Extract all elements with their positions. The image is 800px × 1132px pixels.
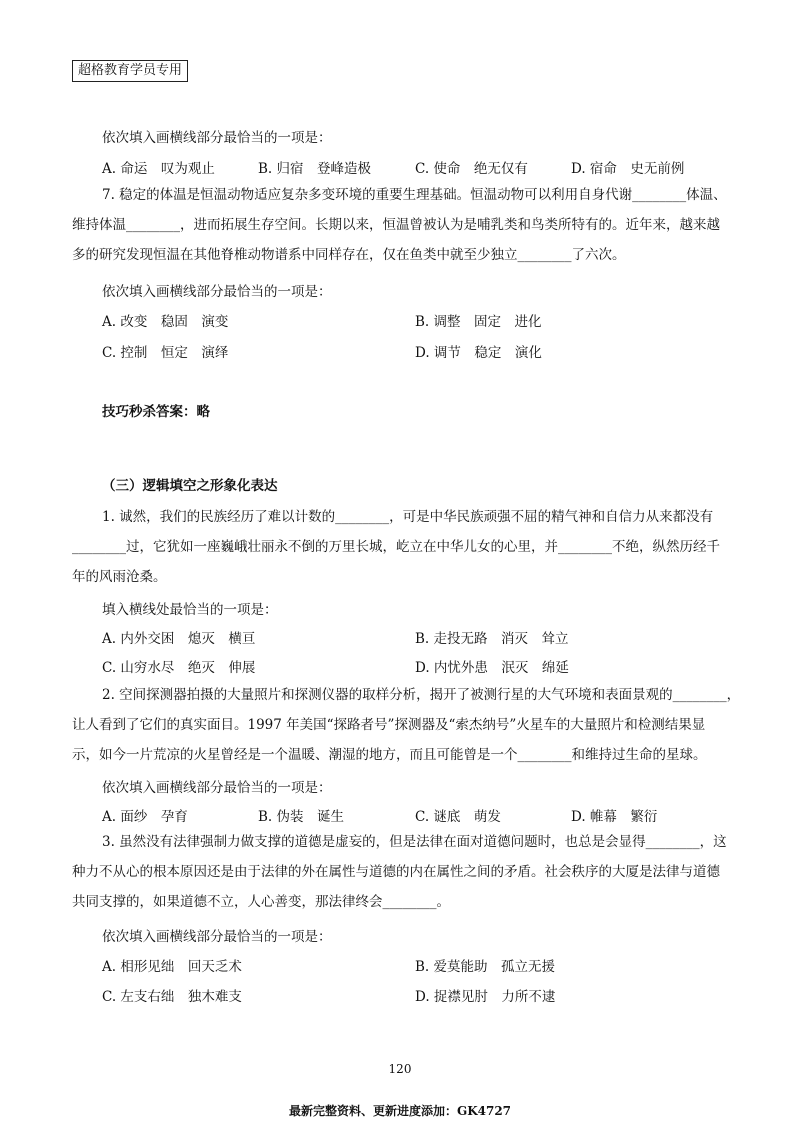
section-title: （三）逻辑填空之形象化表达: [102, 478, 278, 494]
option-c: C. 使命 绝无仅有: [415, 161, 528, 177]
question-line: 让人看到了它们的真实面目。1997 年美国“探路者号”探测器及“索杰纳号”火星车的大量照片和检测结果显: [72, 717, 706, 733]
option-b: B. 爱莫能助 孤立无援: [415, 959, 556, 975]
question-line: ________过，它犹如一座巍峨壮丽永不倒的万里长城，屹立在中华儿女的心里，并________不绝，纵然历经千: [72, 539, 720, 555]
option-a: A. 相形见绌 回天乏术: [102, 959, 242, 975]
header-stamp: 超格教育学员专用: [72, 60, 188, 82]
option-b: B. 走投无路 消灭 耸立: [415, 631, 569, 647]
option-b: B. 调整 固定 进化: [415, 314, 542, 330]
answer-text: 技巧秒杀答案：略: [102, 404, 210, 420]
instruction-text: 依次填入画横线部分最恰当的一项是：: [102, 780, 332, 796]
question-line: 2. 空间探测器拍摄的大量照片和探测仪器的取样分析，揭开了被测行星的大气环境和表面景观的________，: [102, 687, 741, 703]
option-a: A. 面纱 孕育: [102, 809, 188, 825]
option-d: D. 宿命 史无前例: [571, 161, 685, 177]
option-c: C. 控制 恒定 演绎: [102, 345, 229, 361]
question-line: 3. 虽然没有法律强制力做支撑的道德是虚妄的，但是法律在面对道德问题时，也总是会显得________，这: [102, 834, 727, 850]
instruction-text: 填入横线处最恰当的一项是：: [102, 602, 278, 618]
option-d: D. 调节 稳定 演化: [415, 345, 542, 361]
question-line: 维持体温________，进而拓展生存空间。长期以来，恒温曾被认为是哺乳类和鸟类所特有的。近年来，越来越: [72, 217, 720, 233]
option-b: B. 伪装 诞生: [258, 809, 345, 825]
question-line: 1. 诚然，我们的民族经历了难以计数的________，可是中华民族顽强不屈的精气神和自信力从来都没有: [102, 509, 714, 525]
instruction-text: 依次填入画横线部分最恰当的一项是：: [102, 130, 332, 146]
question-2-text: [72, 680, 741, 770]
option-b: B. 归宿 登峰造极: [258, 161, 372, 177]
option-a: A. 内外交困 熄灭 横亘: [102, 631, 256, 647]
question-line: 7. 稳定的体温是恒温动物适应复杂多变环境的重要生理基础。恒温动物可以利用自身代谢________体温、: [102, 187, 727, 203]
question-3-text: [72, 827, 732, 917]
question-line: 示，如今一片荒凉的火星曾经是一个温暖、潮湿的地方，而且可能曾是一个________和维持过生命的星球。: [72, 747, 707, 763]
option-a: A. 命运 叹为观止: [102, 161, 215, 177]
option-c: C. 左支右绌 独木难支: [102, 989, 242, 1005]
question-line: 多的研究发现恒温在其他脊椎动物谱系中同样存在，仅在鱼类中就至少独立________了六次。: [72, 247, 626, 263]
option-c: C. 山穷水尽 绝灭 伸展: [102, 660, 256, 676]
option-d: D. 捉襟见肘 力所不逮: [415, 989, 556, 1005]
instruction-text: 依次填入画横线部分最恰当的一项是：: [102, 929, 332, 945]
option-d: D. 帷幕 繁衍: [571, 809, 658, 825]
question-7-text: [72, 180, 732, 270]
question-1-text: [72, 502, 732, 592]
question-line: 种力不从心的根本原因还是由于法律的外在属性与道德的内在属性之间的矛盾。社会秩序的大厦是法律与道德: [72, 864, 720, 880]
option-d: D. 内忧外患 泯灭 绵延: [415, 660, 569, 676]
instruction-text: 依次填入画横线部分最恰当的一项是：: [102, 284, 332, 300]
page-number: 120: [388, 1062, 412, 1076]
question-line: 共同支撑的，如果道德不立，人心善变，那法律终会________。: [72, 894, 450, 910]
footer-note: 最新完整资料、更新进度添加：GK4727: [288, 1104, 512, 1118]
question-line: 年的风雨沧桑。: [72, 569, 167, 585]
option-c: C. 谜底 萌发: [415, 809, 501, 825]
option-a: A. 改变 稳固 演变: [102, 314, 229, 330]
